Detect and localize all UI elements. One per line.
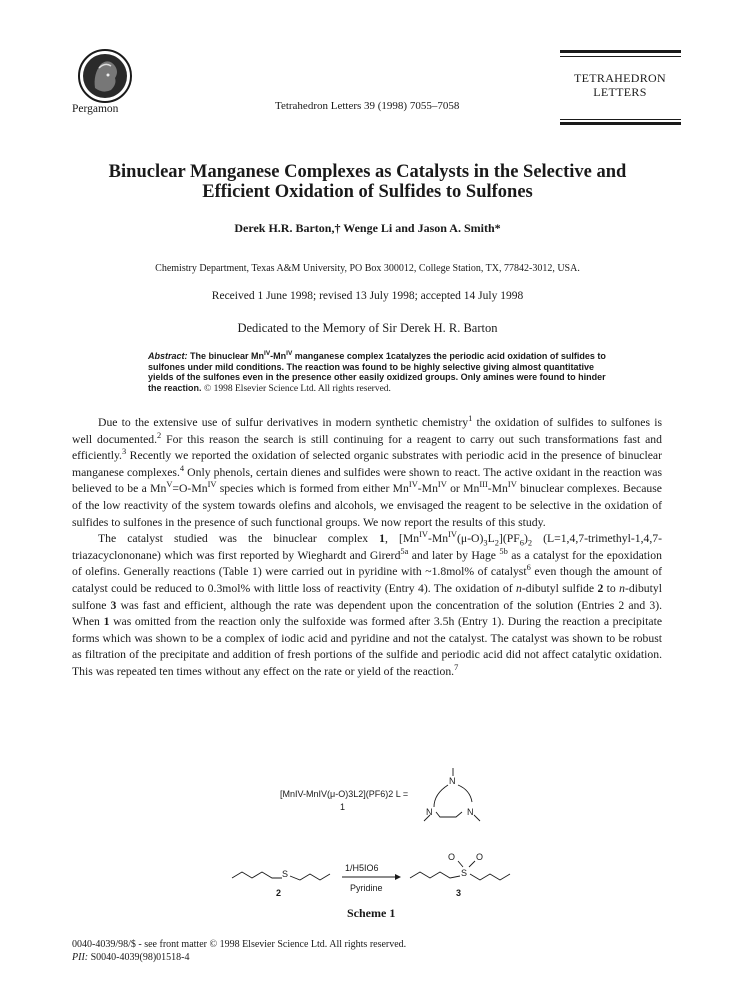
abstract-sup: IV bbox=[264, 350, 271, 357]
abstract bbox=[148, 351, 608, 394]
abstract-text-b: -Mn bbox=[270, 351, 287, 361]
text-run: binuclear complexes. Because of the low reactivity of the system towards olefins and alcohols, we envisaged the reagent to be selective in the oxidation of sulfides to sulfones in the presence of such functional groups. We now report the results of this study. bbox=[72, 482, 662, 529]
atom-n-right: N bbox=[467, 807, 474, 817]
reference-sup: 5a bbox=[400, 545, 409, 556]
abstract-copyright: © 1998 Elsevier Science Ltd. All rights reserved. bbox=[204, 383, 391, 394]
sulfone-bond-o1 bbox=[458, 861, 463, 867]
paragraph-2 bbox=[72, 531, 662, 680]
oxidation-state-sup: IV bbox=[507, 479, 517, 490]
text-run: L bbox=[487, 532, 495, 546]
publisher-logo bbox=[77, 48, 133, 104]
oxidation-state-sup: V bbox=[166, 479, 173, 490]
catalyst-formula: [MnIV-MnIV(μ-O)3L2](PF6)2 L = bbox=[280, 789, 409, 799]
reference-sup: 2 bbox=[157, 429, 162, 440]
reference-sup: 5b bbox=[499, 545, 508, 556]
header-rule-bottom bbox=[560, 122, 681, 125]
compound-number: 1 bbox=[379, 532, 385, 546]
text-run: The catalyst studied was the binuclear complex bbox=[98, 532, 380, 546]
affiliation: Chemistry Department, Texas A&M University, PO Box 300012, College Station, TX, 77842-3012, USA. bbox=[155, 263, 580, 274]
reference-sup: 1 bbox=[468, 413, 473, 424]
compound-number: 2 bbox=[597, 581, 604, 595]
text-run: -dibutyl sulfone bbox=[72, 581, 662, 612]
solvent-label: Pyridine bbox=[350, 883, 383, 893]
scheme-caption: Scheme 1 bbox=[347, 906, 396, 920]
reference-sup: 3 bbox=[121, 446, 127, 457]
reference-sup: 7 bbox=[454, 662, 459, 673]
article-title bbox=[60, 162, 675, 202]
text-run: , [Mn bbox=[385, 532, 420, 546]
text-run: -Mn bbox=[487, 482, 508, 496]
pii-value: S0040-4039(98)01518-4 bbox=[88, 952, 190, 963]
compound-2-label: 2 bbox=[276, 888, 282, 898]
authors: Derek H.R. Barton,† Wenge Li and Jason A. Smith* bbox=[234, 221, 501, 235]
journal-name-line1: TETRAHEDRON bbox=[574, 71, 666, 85]
text-run: ) bbox=[523, 532, 528, 546]
dedication: Dedicated to the Memory of Sir Derek H. R. Barton bbox=[237, 321, 498, 335]
header-rule-bottom-thin bbox=[560, 119, 681, 120]
paragraph-1 bbox=[72, 415, 662, 531]
oxidation-state-sup: IV bbox=[419, 529, 428, 540]
italic-n: n bbox=[619, 581, 625, 595]
sulfide-sulfur: S bbox=[282, 869, 289, 879]
body-text bbox=[72, 415, 662, 681]
formula-sub: 2 bbox=[527, 537, 533, 548]
text-run: (L=1,4,7-trimethyl-1,4,7-triazacyclononane) which was first reported by Wieghardt and Girerd bbox=[72, 532, 662, 562]
text-run: ](PF bbox=[498, 532, 520, 546]
oxidation-state-sup: III bbox=[479, 479, 488, 490]
text-run: -Mn bbox=[427, 532, 449, 546]
sulfone-oxygen-right: O bbox=[476, 852, 484, 862]
oxidation-state-sup: IV bbox=[207, 479, 217, 490]
scheme-1-figure bbox=[220, 760, 550, 920]
journal-name bbox=[560, 71, 680, 99]
text-run: was omitted from the reaction only the sulfoxide was formed after 3.5h (Entry 1). During the reaction a precipitate forms which was shown to be a complex of iodic acid and pyridine and not the catalyst. The catalyst was shown to be robust as filtration of the precipitate and addition of fresh portions of the sulfide and periodic acid did not affect catalytic oxidation. This was repeated ten times without any effect on the rate or yield of the reaction. bbox=[72, 615, 663, 678]
reference-sup: 6 bbox=[526, 562, 531, 573]
atom-n-left: N bbox=[426, 807, 433, 817]
sulfone-chain-left bbox=[410, 872, 460, 878]
received-dates: Received 1 June 1998; revised 13 July 1998; accepted 14 July 1998 bbox=[211, 290, 524, 302]
formula-sub: 3 bbox=[483, 537, 488, 548]
text-run: even though the amount of catalyst could be reduced to 0.3mol% with little loss of reactivity (Entry 4). The oxidation of bbox=[72, 565, 662, 595]
abstract-text-a: The binuclear Mn bbox=[190, 351, 265, 361]
footer-pii bbox=[72, 951, 406, 964]
atom-n-top: N bbox=[449, 776, 456, 786]
compound-number: 1 bbox=[103, 615, 110, 629]
pii-label: PII: bbox=[72, 952, 89, 963]
abstract-sup: IV bbox=[286, 350, 293, 357]
oxidation-state-sup: IV bbox=[408, 479, 418, 490]
header-rule-top bbox=[560, 50, 681, 53]
sulfone-oxygen-left: O bbox=[448, 852, 456, 862]
journal-name-line2: LETTERS bbox=[593, 85, 647, 99]
abstract-text-c: manganese complex 1catalyzes the periodic acid oxidation of sulfides to sulfones under mild conditions. The reaction was found to be highly selective giving almost quantitative yields of the sulfones even in the presence other easily oxidized groups. Only amines were found to hinder the reaction. bbox=[148, 351, 606, 393]
text-run: For this reason the search is still continuing for a reagent to carry out such transformations fast and efficiently. bbox=[72, 432, 662, 463]
journal-citation: Tetrahedron Letters 39 (1998) 7055–7058 bbox=[275, 100, 460, 112]
compound-3-label: 3 bbox=[456, 888, 462, 898]
reference-sup: 4 bbox=[179, 462, 185, 473]
text-run: was fast and efficient, although the rate was dependent upon the concentration of the solution (Entries 2 and 3). When bbox=[72, 598, 663, 629]
text-run: =O-Mn bbox=[172, 482, 208, 496]
formula-sub: 2 bbox=[494, 537, 499, 548]
sulfide-chain bbox=[232, 872, 282, 878]
text-run: Recently we reported the oxidation of selected organic substrates with periodic acid in the presence of binuclear manganese complexes. bbox=[72, 449, 662, 479]
publisher-name: Pergamon bbox=[72, 103, 119, 115]
oxidation-state-sup: IV bbox=[448, 529, 457, 540]
footer-front-matter: 0040-4039/98/$ - see front matter © 1998 Elsevier Science Ltd. All rights reserved. bbox=[72, 939, 407, 950]
text-run: and later by Hage bbox=[408, 548, 500, 562]
sulfide-chain-right bbox=[290, 874, 330, 880]
reaction-arrowhead bbox=[395, 874, 401, 880]
catalyst-number: 1 bbox=[340, 802, 346, 812]
italic-n: n bbox=[516, 581, 522, 595]
text-run: Only phenols, certain dienes and sulfides were shown to react. The active oxidant in the reaction was believed to be a Mn bbox=[72, 465, 663, 496]
text-run: the oxidation of sulfides to sulfones is well documented. bbox=[72, 416, 662, 446]
text-run: to bbox=[603, 581, 620, 595]
reagent-label: 1/H5IO6 bbox=[345, 863, 379, 873]
text-run: species which is formed from either Mn bbox=[216, 482, 409, 496]
compound-number: 3 bbox=[110, 598, 117, 612]
formula-sub: 6 bbox=[519, 537, 524, 548]
text-run: (μ-O) bbox=[457, 532, 484, 546]
text-run: as a catalyst for the epoxidation of olefins. Generally reactions (Table 1) were carried out in pyridine with ~1.8mol% of catalyst bbox=[72, 548, 662, 579]
sulfone-sulfur: S bbox=[461, 868, 468, 878]
text-run: Due to the extensive use of sulfur derivatives in modern synthetic chemistry bbox=[98, 416, 469, 429]
abstract-label: Abstract: bbox=[148, 351, 188, 361]
title-line-2: Efficient Oxidation of Sulfides to Sulfones bbox=[202, 182, 533, 202]
oxidation-state-sup: IV bbox=[437, 479, 447, 490]
sulfone-chain-right bbox=[470, 874, 510, 880]
text-run: -dibutyl sulfide bbox=[521, 581, 598, 595]
header-rule-top-thin bbox=[560, 56, 681, 57]
sulfone-bond-o2 bbox=[469, 861, 475, 867]
title-line-1: Binuclear Manganese Complexes as Catalysts in the Selective and bbox=[108, 162, 627, 182]
footer bbox=[72, 938, 406, 964]
text-run: or Mn bbox=[446, 482, 480, 496]
text-run: -Mn bbox=[417, 482, 438, 496]
